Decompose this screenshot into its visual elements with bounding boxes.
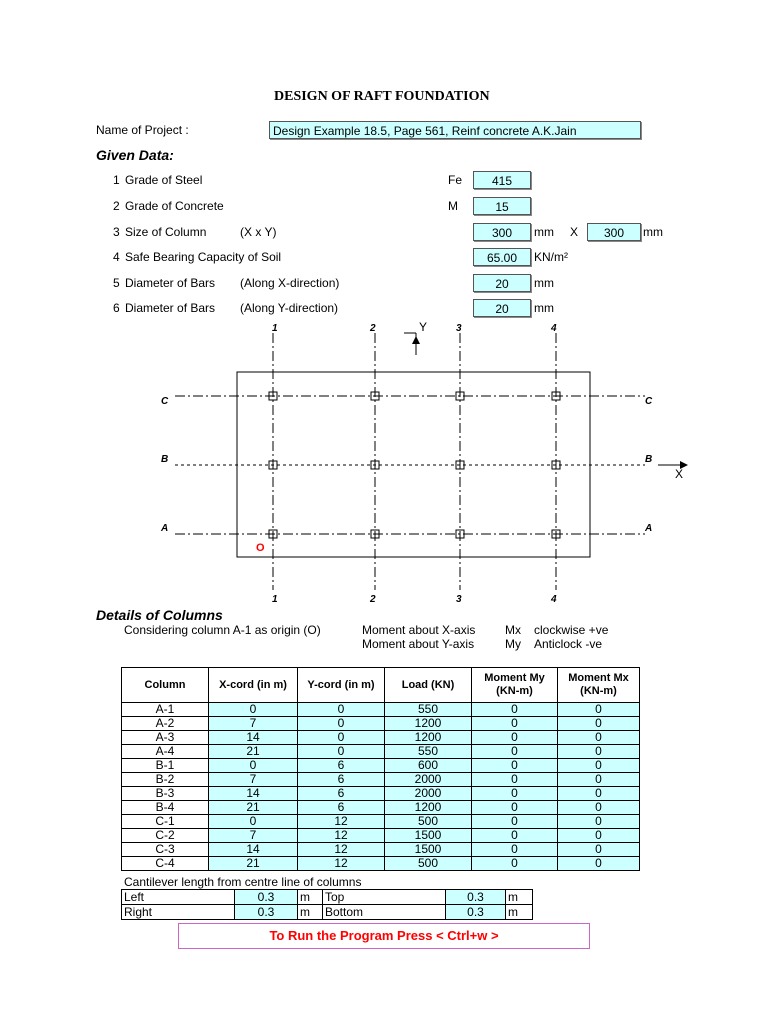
cantilever-label-cell: Bottom xyxy=(323,905,446,920)
table-cell[interactable]: 21 xyxy=(209,801,298,815)
project-name-field[interactable]: Design Example 18.5, Page 561, Reinf concrete A.K.Jain xyxy=(269,121,641,139)
bar-dia-x-sub: (Along X-direction) xyxy=(240,276,340,290)
run-program-note: To Run the Program Press < Ctrl+w > xyxy=(178,923,590,949)
table-cell[interactable]: 2000 xyxy=(385,787,472,801)
table-cell[interactable]: 0 xyxy=(558,717,640,731)
sbc-field[interactable]: 65.00 xyxy=(473,248,531,266)
col-header-x-cord: X-cord (in m) xyxy=(209,668,298,703)
cantilever-label-cell: Top xyxy=(323,890,446,905)
table-cell[interactable]: 21 xyxy=(209,745,298,759)
grid-label-c-left: C xyxy=(161,396,169,407)
details-heading: Details of Columns xyxy=(96,607,223,623)
steel-symbol: Fe xyxy=(448,173,463,187)
steel-grade-field[interactable]: 415 xyxy=(473,171,531,189)
grid-label-3-bottom: 3 xyxy=(456,594,462,605)
table-cell[interactable]: 0 xyxy=(558,787,640,801)
sbc-unit: KN/m² xyxy=(534,250,568,264)
cantilever-table xyxy=(121,889,533,920)
table-cell[interactable]: 0 xyxy=(558,829,640,843)
column-id-cell: C-3 xyxy=(122,843,209,857)
table-cell[interactable]: 0 xyxy=(558,703,640,717)
cantilever-label-cell: m xyxy=(506,905,533,920)
grid-label-1-top: 1 xyxy=(272,323,278,334)
table-cell[interactable]: 12 xyxy=(298,843,385,857)
column-size-times: X xyxy=(570,225,579,239)
col-header-moment-mx: Moment Mx (KN-m) xyxy=(558,668,640,703)
table-cell[interactable]: 12 xyxy=(298,857,385,871)
table-cell[interactable]: 500 xyxy=(385,815,472,829)
columns-table xyxy=(121,667,640,871)
table-cell[interactable]: 21 xyxy=(209,857,298,871)
origin-note: Considering column A-1 as origin (O) xyxy=(124,623,321,637)
table-cell[interactable]: 0 xyxy=(209,759,298,773)
grid-label-b-left: B xyxy=(161,454,169,465)
table-cell[interactable]: 0 xyxy=(472,703,558,717)
columns-table-body xyxy=(122,703,640,871)
table-cell[interactable]: 1500 xyxy=(385,829,472,843)
table-cell[interactable]: 0 xyxy=(558,759,640,773)
table-row xyxy=(122,717,640,731)
table-cell[interactable]: 1200 xyxy=(385,801,472,815)
col-header-moment-my: Moment My (KN-m) xyxy=(472,668,558,703)
bar-dia-x-field[interactable]: 20 xyxy=(473,274,531,292)
table-cell[interactable]: 0 xyxy=(558,773,640,787)
column-id-cell: A-3 xyxy=(122,731,209,745)
table-cell[interactable]: 1200 xyxy=(385,717,472,731)
bar-dia-y-field[interactable]: 20 xyxy=(473,299,531,317)
grid-label-a-left: A xyxy=(161,523,169,534)
table-cell[interactable]: 600 xyxy=(385,759,472,773)
sbc-label: Safe Bearing Capacity of Soil xyxy=(125,250,282,264)
table-cell[interactable]: 0 xyxy=(558,745,640,759)
mx-symbol: Mx xyxy=(505,623,521,637)
column-size-y-unit: mm xyxy=(643,225,663,239)
given-data-heading: Given Data: xyxy=(96,147,174,163)
table-row xyxy=(122,843,640,857)
moment-x-label: Moment about X-axis xyxy=(362,623,476,637)
table-cell[interactable]: 14 xyxy=(209,843,298,857)
table-cell[interactable]: 7 xyxy=(209,829,298,843)
grid-label-2-bottom: 2 xyxy=(370,594,376,605)
table-cell[interactable]: 550 xyxy=(385,703,472,717)
project-label: Name of Project : xyxy=(96,123,189,137)
column-size-x-field[interactable]: 300 xyxy=(473,223,531,241)
table-cell[interactable]: 6 xyxy=(298,759,385,773)
table-cell[interactable]: 1500 xyxy=(385,843,472,857)
grade-of-concrete-label: Grade of Concrete xyxy=(125,199,224,213)
moment-y-label: Moment about Y-axis xyxy=(362,637,475,651)
grid-label-b-right: B xyxy=(645,454,653,465)
table-row xyxy=(122,773,640,787)
cantilever-value-cell[interactable]: 0.3 xyxy=(446,905,506,920)
table-cell[interactable]: 0 xyxy=(558,801,640,815)
table-row xyxy=(122,905,533,920)
concrete-symbol: M xyxy=(448,199,458,213)
cantilever-label-cell: Right xyxy=(122,905,235,920)
table-cell[interactable]: 0 xyxy=(209,703,298,717)
column-id-cell: B-2 xyxy=(122,773,209,787)
table-cell[interactable]: 0 xyxy=(472,717,558,731)
table-cell[interactable]: 0 xyxy=(558,731,640,745)
table-row xyxy=(122,801,640,815)
x-axis-label: X xyxy=(675,467,684,481)
table-row xyxy=(122,815,640,829)
table-cell[interactable]: 0 xyxy=(472,829,558,843)
table-cell[interactable]: 0 xyxy=(472,801,558,815)
origin-label: O xyxy=(256,542,265,554)
grid-label-1-bottom: 1 xyxy=(272,594,278,605)
table-cell[interactable]: 6 xyxy=(298,801,385,815)
item-1-num: 1 xyxy=(113,173,120,187)
table-row xyxy=(122,703,640,717)
col-header-y-cord: Y-cord (in m) xyxy=(298,668,385,703)
col-header-load: Load (KN) xyxy=(385,668,472,703)
table-cell[interactable]: 0 xyxy=(472,857,558,871)
table-cell[interactable]: 0 xyxy=(472,773,558,787)
table-cell[interactable]: 0 xyxy=(209,815,298,829)
grid-label-2-top: 2 xyxy=(370,323,376,334)
table-cell[interactable]: 7 xyxy=(209,773,298,787)
cantilever-value-cell[interactable]: 0.3 xyxy=(235,905,298,920)
grid-label-4-top: 4 xyxy=(551,323,557,334)
my-symbol: My xyxy=(505,637,521,651)
cantilever-label: Cantilever length from centre line of columns xyxy=(124,875,362,889)
column-size-y-field[interactable]: 300 xyxy=(587,223,641,241)
concrete-grade-field[interactable]: 15 xyxy=(473,197,531,215)
table-cell[interactable]: 0 xyxy=(558,843,640,857)
grid-label-3-top: 3 xyxy=(456,323,462,334)
column-id-cell: A-4 xyxy=(122,745,209,759)
table-cell[interactable]: 1200 xyxy=(385,731,472,745)
bar-dia-y-unit: mm xyxy=(534,301,554,315)
col-header-column: Column xyxy=(122,668,209,703)
cantilever-label-cell: Left xyxy=(122,890,235,905)
table-cell[interactable]: 7 xyxy=(209,717,298,731)
table-cell[interactable]: 0 xyxy=(472,815,558,829)
column-id-cell: B-1 xyxy=(122,759,209,773)
column-id-cell: B-4 xyxy=(122,801,209,815)
table-cell[interactable]: 0 xyxy=(472,787,558,801)
table-cell[interactable]: 14 xyxy=(209,731,298,745)
table-cell[interactable]: 6 xyxy=(298,773,385,787)
table-cell[interactable]: 0 xyxy=(472,731,558,745)
table-cell[interactable]: 6 xyxy=(298,787,385,801)
column-id-cell: A-2 xyxy=(122,717,209,731)
table-cell[interactable]: 0 xyxy=(298,745,385,759)
item-3-num: 3 xyxy=(113,225,120,239)
table-cell[interactable]: 0 xyxy=(298,731,385,745)
cantilever-value-cell[interactable]: 0.3 xyxy=(235,890,298,905)
y-axis-arrow-icon xyxy=(412,336,420,344)
cantilever-value-cell[interactable]: 0.3 xyxy=(446,890,506,905)
bar-dia-y-sub: (Along Y-direction) xyxy=(240,301,339,315)
table-cell[interactable]: 0 xyxy=(472,843,558,857)
column-id-cell: A-1 xyxy=(122,703,209,717)
table-row xyxy=(122,829,640,843)
grid-label-a-right: A xyxy=(645,523,653,534)
table-cell[interactable]: 0 xyxy=(298,717,385,731)
table-row xyxy=(122,890,533,905)
table-row xyxy=(122,787,640,801)
bar-dia-x-unit: mm xyxy=(534,276,554,290)
column-id-cell: B-3 xyxy=(122,787,209,801)
grid-label-4-bottom: 4 xyxy=(551,594,557,605)
table-cell[interactable]: 12 xyxy=(298,829,385,843)
table-row xyxy=(122,857,640,871)
table-cell[interactable]: 12 xyxy=(298,815,385,829)
item-4-num: 4 xyxy=(113,250,120,264)
item-6-num: 6 xyxy=(113,301,120,315)
column-size-x-unit: mm xyxy=(534,225,554,239)
page-title: DESIGN OF RAFT FOUNDATION xyxy=(274,89,490,104)
cantilever-label-cell: m xyxy=(298,890,323,905)
cantilever-label-cell: m xyxy=(506,890,533,905)
table-row xyxy=(122,731,640,745)
bar-dia-x-label: Diameter of Bars xyxy=(125,276,216,290)
grid-label-c-right: C xyxy=(645,396,653,407)
table-cell[interactable]: 550 xyxy=(385,745,472,759)
table-row xyxy=(122,759,640,773)
table-cell[interactable]: 0 xyxy=(558,815,640,829)
bar-dia-y-label: Diameter of Bars xyxy=(125,301,216,315)
my-sign: Anticlock -ve xyxy=(534,637,603,651)
table-cell[interactable]: 0 xyxy=(298,703,385,717)
item-2-num: 2 xyxy=(113,199,120,213)
column-size-sub: (X x Y) xyxy=(240,225,277,239)
table-cell[interactable]: 0 xyxy=(472,745,558,759)
y-axis-label: Y xyxy=(419,320,428,334)
item-5-num: 5 xyxy=(113,276,120,290)
table-row xyxy=(122,745,640,759)
mx-sign: clockwise +ve xyxy=(534,623,609,637)
table-cell[interactable]: 500 xyxy=(385,857,472,871)
column-id-cell: C-4 xyxy=(122,857,209,871)
table-cell[interactable]: 14 xyxy=(209,787,298,801)
column-id-cell: C-1 xyxy=(122,815,209,829)
grade-of-steel-label: Grade of Steel xyxy=(125,173,203,187)
table-cell[interactable]: 2000 xyxy=(385,773,472,787)
column-size-label: Size of Column xyxy=(125,225,207,239)
cantilever-table-body xyxy=(122,890,533,920)
cantilever-label-cell: m xyxy=(298,905,323,920)
table-cell[interactable]: 0 xyxy=(472,759,558,773)
column-id-cell: C-2 xyxy=(122,829,209,843)
table-cell[interactable]: 0 xyxy=(558,857,640,871)
